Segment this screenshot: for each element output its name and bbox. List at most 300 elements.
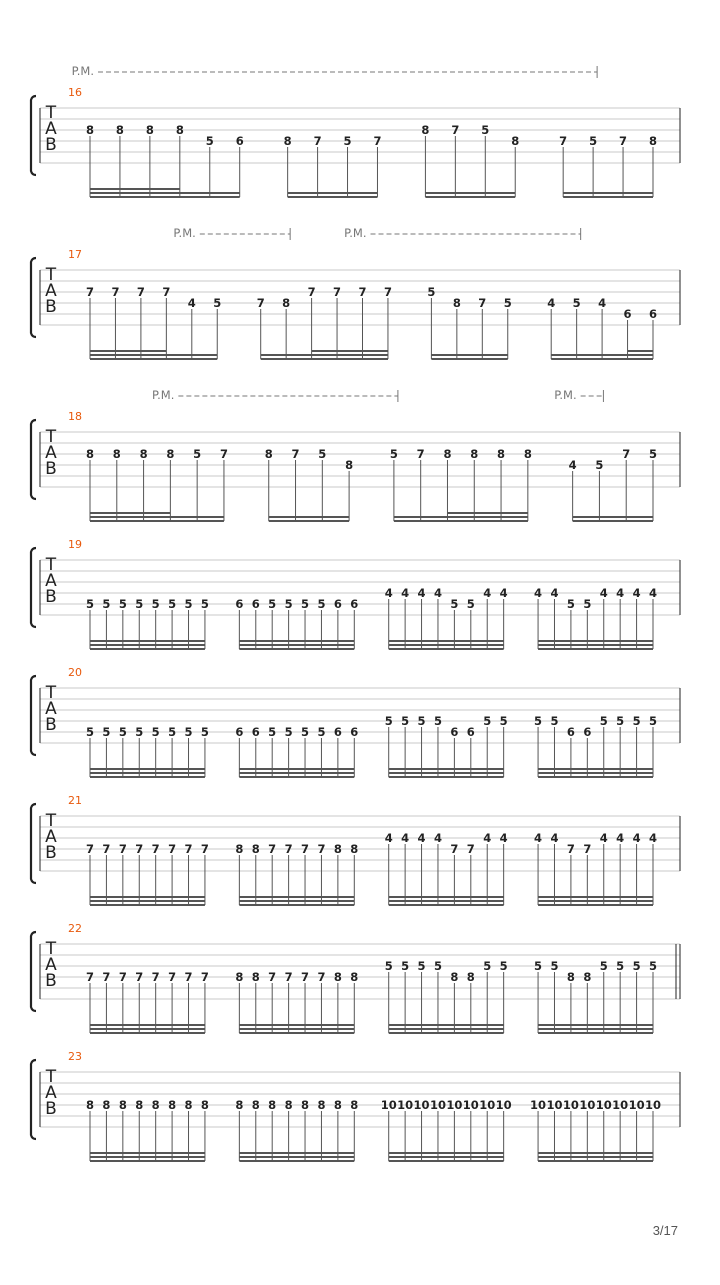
beat-group: [381, 1098, 512, 1161]
fret-number: 4: [534, 831, 543, 845]
fret-number: 10: [546, 1098, 563, 1112]
fret-number: 5: [200, 725, 209, 739]
fret-number: 7: [333, 285, 342, 299]
fret-number: 7: [301, 842, 310, 856]
fret-number: 10: [628, 1098, 645, 1112]
beat-group: [385, 831, 508, 905]
fret-number: 8: [350, 970, 359, 984]
fret-number: 7: [200, 842, 209, 856]
fret-number: 5: [599, 714, 608, 728]
fret-number: 8: [350, 1098, 359, 1112]
beat-group: [559, 134, 657, 197]
measure-number: 21: [68, 794, 82, 807]
fret-number: 4: [417, 586, 426, 600]
system-bracket: [31, 932, 36, 1011]
measure-number: 19: [68, 538, 82, 551]
fret-number: 5: [384, 714, 393, 728]
fret-number: 6: [235, 134, 244, 148]
fret-number: 6: [235, 725, 244, 739]
fret-number: 7: [168, 842, 177, 856]
fret-number: 8: [282, 296, 291, 310]
fret-number: 5: [417, 959, 426, 973]
fret-number: 5: [481, 123, 490, 137]
palm-mute-label: P.M.: [151, 388, 175, 402]
beat-group: [86, 447, 228, 521]
tab-clef-letter: B: [45, 297, 57, 317]
fret-number: 10: [644, 1098, 662, 1112]
fret-number: 5: [433, 959, 442, 973]
tab-system: [31, 226, 680, 359]
tab-clef-letter: A: [45, 281, 57, 301]
beat-group: [534, 714, 657, 777]
fret-number: 5: [534, 959, 543, 973]
tab-system: [31, 794, 680, 905]
beat-group: [284, 134, 382, 197]
fret-number: 8: [350, 842, 359, 856]
fret-number: 7: [135, 970, 144, 984]
system-bracket: [31, 548, 36, 627]
measure-number: 22: [68, 922, 82, 935]
fret-number: 5: [118, 725, 127, 739]
fret-number: 7: [151, 970, 160, 984]
fret-number: 7: [136, 285, 145, 299]
fret-number: 10: [446, 1098, 463, 1112]
beat-group: [235, 725, 358, 777]
fret-number: 7: [583, 842, 592, 856]
measure-number: 20: [68, 666, 82, 679]
fret-number: 5: [168, 725, 177, 739]
fret-number: 6: [251, 725, 260, 739]
tab-clef-letter: A: [45, 443, 57, 463]
fret-number: 8: [284, 1098, 293, 1112]
fret-number: 5: [534, 714, 543, 728]
fret-number: 8: [166, 447, 175, 461]
fret-number: 8: [200, 1098, 209, 1112]
fret-number: 4: [499, 586, 508, 600]
fret-number: 7: [559, 134, 568, 148]
fret-number: 5: [589, 134, 598, 148]
fret-number: 7: [200, 970, 209, 984]
fret-number: 6: [333, 597, 342, 611]
fret-number: 5: [151, 725, 160, 739]
beat-group: [86, 970, 209, 1033]
palm-mute-label: P.M.: [344, 226, 367, 240]
beat-group: [385, 959, 508, 1033]
fret-number: 7: [118, 970, 127, 984]
fret-number: 5: [550, 714, 559, 728]
fret-number: 5: [616, 959, 625, 973]
fret-number: 5: [135, 597, 144, 611]
fret-number: 5: [268, 725, 277, 739]
fret-number: 5: [483, 714, 492, 728]
fret-number: 5: [317, 597, 326, 611]
fret-number: 8: [251, 1098, 260, 1112]
fret-number: 5: [566, 597, 575, 611]
fret-number: 4: [417, 831, 426, 845]
fret-number: 7: [619, 134, 628, 148]
fret-number: 4: [384, 831, 393, 845]
beat-group: [534, 831, 657, 905]
fret-number: 4: [384, 586, 393, 600]
fret-number: 7: [317, 842, 326, 856]
beat-group: [547, 296, 657, 359]
fret-number: 7: [268, 970, 277, 984]
fret-number: 4: [483, 586, 492, 600]
fret-number: 5: [193, 447, 202, 461]
fret-number: 8: [333, 1098, 342, 1112]
fret-number: 5: [401, 959, 410, 973]
fret-number: 8: [511, 134, 520, 148]
beat-group: [86, 123, 244, 197]
tab-system: [31, 64, 680, 197]
beat-group: [534, 586, 657, 649]
fret-number: 7: [219, 447, 228, 461]
fret-number: 4: [433, 831, 442, 845]
fret-number: 4: [534, 586, 543, 600]
fret-number: 8: [264, 447, 273, 461]
fret-number: 7: [184, 970, 193, 984]
fret-number: 7: [118, 842, 127, 856]
beat-group: [235, 597, 358, 649]
fret-number: 7: [313, 134, 322, 148]
fret-number: 6: [566, 725, 575, 739]
tab-clef-letter: A: [45, 827, 57, 847]
fret-number: 8: [102, 1098, 111, 1112]
fret-number: 4: [568, 458, 577, 472]
fret-number: 4: [550, 831, 559, 845]
tab-clef-letter: B: [45, 715, 57, 735]
fret-number: 5: [648, 714, 658, 728]
fret-number: 7: [566, 842, 575, 856]
fret-number: 8: [139, 447, 148, 461]
fret-number: 7: [291, 447, 300, 461]
fret-number: 7: [168, 970, 177, 984]
fret-number: 8: [421, 123, 430, 137]
fret-number: 5: [648, 959, 658, 973]
fret-number: 8: [497, 447, 506, 461]
fret-number: 7: [416, 447, 425, 461]
fret-number: 5: [200, 597, 209, 611]
beat-group: [421, 123, 519, 197]
fret-number: 8: [566, 970, 575, 984]
fret-number: 8: [85, 123, 95, 137]
fret-number: 8: [333, 970, 342, 984]
fret-number: 7: [307, 285, 316, 299]
fret-number: 4: [499, 831, 508, 845]
fret-number: 5: [301, 725, 310, 739]
fret-number: 7: [102, 970, 111, 984]
fret-number: 5: [384, 959, 393, 973]
palm-mute-label: P.M.: [554, 388, 577, 402]
tab-clef-letter: A: [45, 119, 57, 139]
fret-number: 6: [235, 597, 244, 611]
fret-number: 8: [317, 1098, 326, 1112]
fret-number: 8: [135, 1098, 144, 1112]
fret-number: 8: [251, 842, 260, 856]
fret-number: 5: [616, 714, 625, 728]
fret-number: 7: [256, 296, 265, 310]
tab-clef-letter: B: [45, 843, 57, 863]
fret-number: 7: [301, 970, 310, 984]
palm-mute-label: P.M.: [71, 64, 94, 78]
beat-group: [427, 285, 511, 359]
fret-number: 8: [470, 447, 479, 461]
fret-number: 10: [579, 1098, 596, 1112]
fret-number: 4: [483, 831, 492, 845]
tab-system: [31, 1050, 680, 1161]
fret-number: 7: [85, 970, 95, 984]
fret-number: 5: [85, 725, 95, 739]
fret-number: 6: [648, 307, 658, 321]
fret-number: 4: [598, 296, 607, 310]
fret-number: 4: [599, 586, 608, 600]
measure-number: 18: [68, 410, 82, 423]
beat-group: [257, 285, 392, 359]
fret-number: 5: [184, 725, 193, 739]
fret-number: 5: [583, 597, 592, 611]
fret-number: 5: [135, 725, 144, 739]
fret-number: 10: [595, 1098, 612, 1112]
fret-number: 10: [562, 1098, 579, 1112]
fret-number: 8: [466, 970, 475, 984]
tab-clef-letter: A: [45, 571, 57, 591]
fret-number: 10: [397, 1098, 414, 1112]
fret-number: 4: [433, 586, 442, 600]
fret-number: 10: [413, 1098, 430, 1112]
beat-group: [530, 1098, 661, 1161]
fret-number: 7: [284, 842, 293, 856]
fret-number: 8: [118, 1098, 127, 1112]
fret-number: 5: [268, 597, 277, 611]
fret-number: 5: [213, 296, 222, 310]
fret-number: 8: [450, 970, 459, 984]
palm-mute-label: P.M.: [173, 226, 196, 240]
fret-number: 5: [389, 447, 398, 461]
beat-group: [390, 447, 532, 521]
tab-system: [31, 538, 680, 649]
beat-group: [235, 842, 358, 905]
fret-number: 7: [162, 285, 171, 299]
fret-number: 6: [466, 725, 475, 739]
fret-number: 5: [184, 597, 193, 611]
fret-number: 7: [268, 842, 277, 856]
fret-number: 8: [333, 842, 342, 856]
fret-number: 5: [151, 597, 160, 611]
tab-clef-letter: B: [45, 1099, 57, 1119]
fret-number: 8: [235, 1098, 244, 1112]
fret-number: 5: [317, 725, 326, 739]
tab-clef-letter: B: [45, 587, 57, 607]
fret-number: 8: [175, 123, 184, 137]
fret-number: 8: [112, 447, 121, 461]
fret-number: 5: [205, 134, 214, 148]
tab-clef-letter: T: [45, 427, 57, 447]
tab-clef-letter: T: [45, 265, 57, 285]
beat-group: [534, 959, 657, 1033]
fret-number: 7: [478, 296, 487, 310]
fret-number: 7: [111, 285, 120, 299]
beat-group: [235, 970, 358, 1033]
system-bracket: [31, 258, 36, 337]
fret-number: 8: [301, 1098, 310, 1112]
fret-number: 5: [417, 714, 426, 728]
fret-number: 10: [479, 1098, 496, 1112]
system-bracket: [31, 804, 36, 883]
fret-number: 8: [345, 458, 354, 472]
fret-number: 10: [530, 1098, 547, 1112]
fret-number: 8: [184, 1098, 193, 1112]
fret-number: 4: [616, 586, 625, 600]
fret-number: 5: [401, 714, 410, 728]
fret-number: 4: [648, 586, 658, 600]
fret-number: 7: [85, 842, 95, 856]
fret-number: 4: [401, 586, 410, 600]
fret-number: 10: [380, 1098, 397, 1112]
fret-number: 5: [483, 959, 492, 973]
beat-group: [86, 285, 221, 359]
fret-number: 8: [168, 1098, 177, 1112]
fret-number: 10: [462, 1098, 479, 1112]
fret-number: 5: [102, 725, 111, 739]
beat-group: [385, 714, 508, 777]
beat-group: [86, 597, 209, 649]
fret-number: 7: [451, 123, 460, 137]
fret-number: 5: [599, 959, 608, 973]
measure-number: 23: [68, 1050, 82, 1063]
tab-clef-letter: T: [45, 103, 57, 123]
fret-number: 8: [235, 842, 244, 856]
fret-number: 6: [583, 725, 592, 739]
tab-clef-letter: T: [45, 555, 57, 575]
fret-number: 7: [184, 842, 193, 856]
fret-number: 5: [284, 725, 293, 739]
measure-number: 16: [68, 86, 82, 99]
fret-number: 8: [583, 970, 592, 984]
fret-number: 5: [466, 597, 475, 611]
fret-number: 7: [383, 285, 392, 299]
fret-number: 5: [503, 296, 512, 310]
fret-number: 8: [85, 447, 95, 461]
beat-group: [385, 586, 508, 649]
fret-number: 5: [301, 597, 310, 611]
fret-number: 4: [632, 831, 641, 845]
system-bracket: [31, 96, 36, 175]
tab-clef-letter: T: [45, 939, 57, 959]
beat-group: [265, 447, 353, 521]
fret-number: 10: [612, 1098, 629, 1112]
fret-number: 4: [401, 831, 410, 845]
fret-number: 6: [350, 597, 359, 611]
beat-group: [86, 1098, 209, 1161]
fret-number: 7: [450, 842, 459, 856]
fret-number: 8: [115, 123, 124, 137]
fret-number: 6: [333, 725, 342, 739]
fret-number: 8: [235, 970, 244, 984]
fret-number: 5: [343, 134, 352, 148]
beat-group: [235, 1098, 358, 1161]
fret-number: 5: [632, 714, 641, 728]
fret-number: 6: [450, 725, 459, 739]
fret-number: 5: [632, 959, 641, 973]
tab-system: [31, 922, 680, 1033]
fret-number: 7: [622, 447, 631, 461]
tab-clef-letter: B: [45, 135, 57, 155]
fret-number: 8: [452, 296, 461, 310]
fret-number: 4: [550, 586, 559, 600]
fret-number: 8: [151, 1098, 160, 1112]
tab-clef-letter: A: [45, 699, 57, 719]
system-bracket: [31, 676, 36, 755]
fret-number: 5: [318, 447, 327, 461]
fret-number: 8: [145, 123, 154, 137]
fret-number: 7: [373, 134, 382, 148]
fret-number: 5: [433, 714, 442, 728]
fret-number: 8: [443, 447, 452, 461]
fret-number: 5: [284, 597, 293, 611]
fret-number: 7: [151, 842, 160, 856]
fret-number: 7: [102, 842, 111, 856]
tab-clef-letter: B: [45, 459, 57, 479]
tab-system: [31, 666, 680, 777]
fret-number: 4: [599, 831, 608, 845]
fret-number: 8: [268, 1098, 277, 1112]
fret-number: 4: [187, 296, 196, 310]
fret-number: 5: [85, 597, 95, 611]
measure-number: 17: [68, 248, 82, 261]
fret-number: 8: [85, 1098, 95, 1112]
beat-group: [569, 447, 657, 521]
tab-clef-letter: T: [45, 683, 57, 703]
fret-number: 7: [466, 842, 475, 856]
fret-number: 8: [648, 134, 658, 148]
system-bracket: [31, 1060, 36, 1139]
fret-number: 5: [595, 458, 604, 472]
beat-group: [86, 725, 209, 777]
beat-group: [86, 842, 209, 905]
fret-number: 10: [429, 1098, 446, 1112]
fret-number: 4: [648, 831, 658, 845]
fret-number: 7: [317, 970, 326, 984]
tab-clef-letter: T: [45, 811, 57, 831]
fret-number: 5: [499, 714, 508, 728]
fret-number: 4: [547, 296, 556, 310]
tab-system: [31, 388, 680, 521]
fret-number: 5: [102, 597, 111, 611]
tab-clef-letter: T: [45, 1067, 57, 1087]
fret-number: 8: [523, 447, 532, 461]
fret-number: 4: [616, 831, 625, 845]
tab-clef-letter: A: [45, 955, 57, 975]
fret-number: 5: [427, 285, 436, 299]
fret-number: 5: [499, 959, 508, 973]
system-bracket: [31, 420, 36, 499]
fret-number: 5: [572, 296, 581, 310]
fret-number: 6: [350, 725, 359, 739]
tab-clef-letter: B: [45, 971, 57, 991]
fret-number: 7: [135, 842, 144, 856]
fret-number: 8: [283, 134, 292, 148]
fret-number: 5: [648, 447, 658, 461]
fret-number: 6: [251, 597, 260, 611]
fret-number: 7: [358, 285, 367, 299]
fret-number: 4: [632, 586, 641, 600]
tab-clef-letter: A: [45, 1083, 57, 1103]
fret-number: 10: [495, 1098, 512, 1112]
fret-number: 5: [450, 597, 459, 611]
fret-number: 5: [118, 597, 127, 611]
fret-number: 8: [251, 970, 260, 984]
fret-number: 5: [168, 597, 177, 611]
